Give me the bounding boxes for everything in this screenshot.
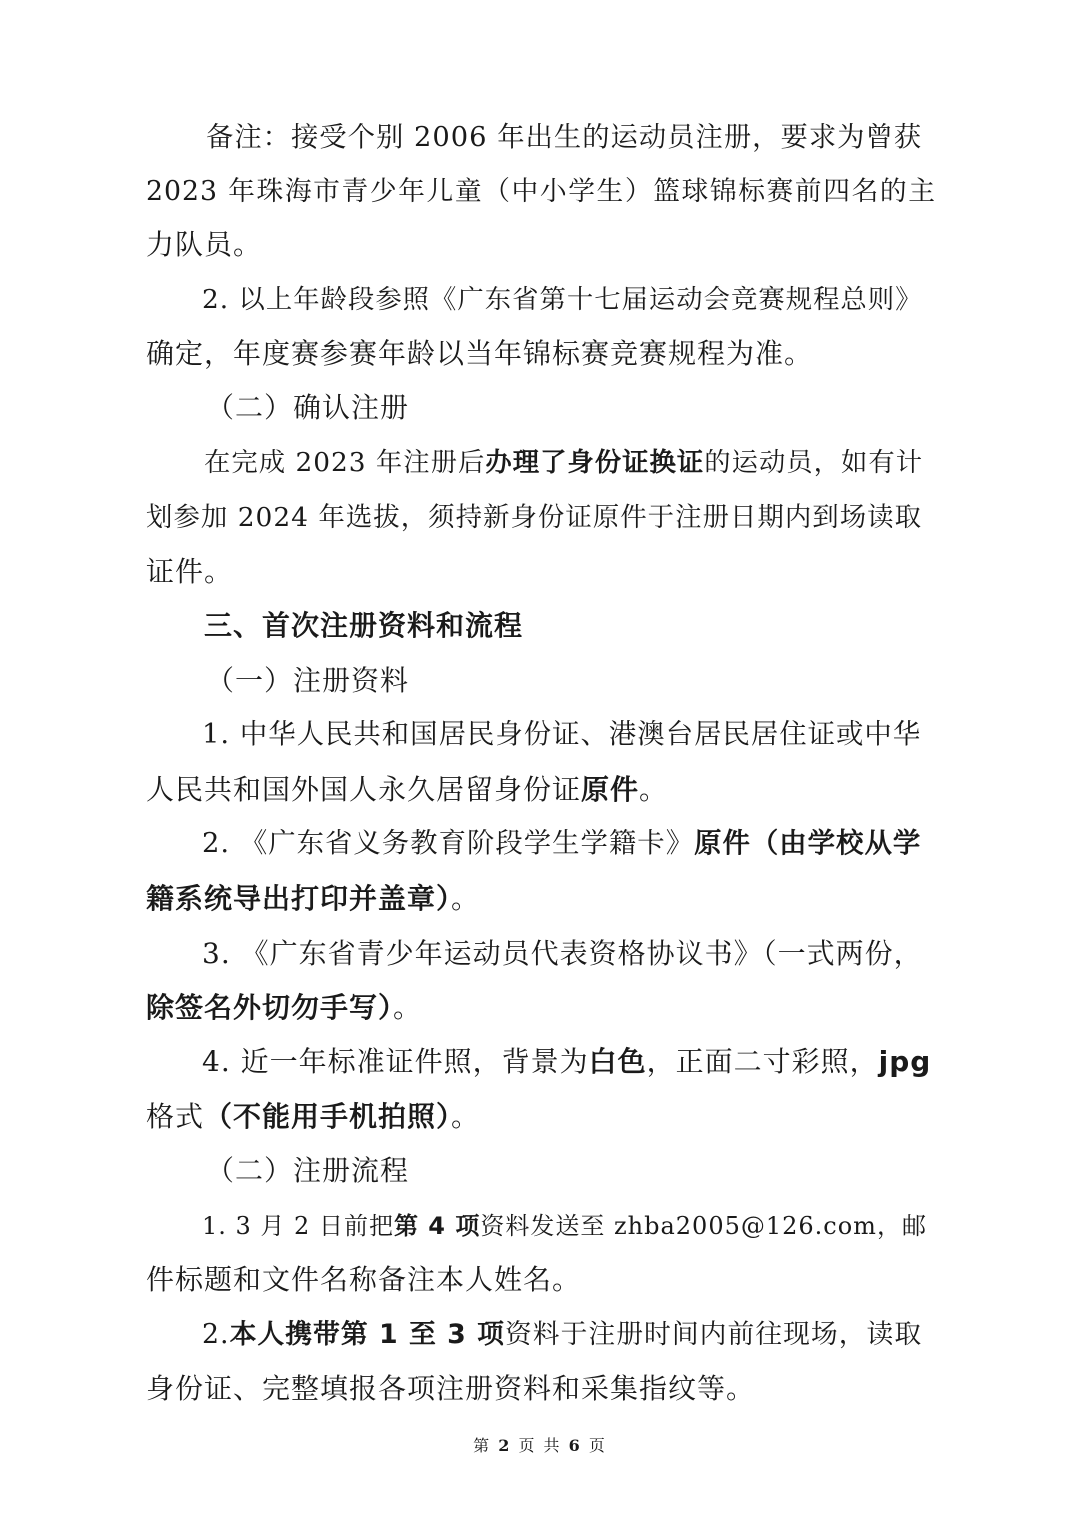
text-run: 人民共和国外国人永久居留身份证 [146, 773, 582, 806]
paragraph-line [146, 227, 936, 263]
text-run: 。 [393, 991, 423, 1024]
paragraph-line [146, 500, 936, 536]
text-run: 2023 年珠海市青少年儿童（中小学生）篮球锦标赛前四名的主 [146, 176, 936, 207]
text-run: 2. [202, 1319, 230, 1350]
section-subheading [206, 663, 936, 699]
paragraph-line [202, 1044, 936, 1080]
bold-text-run: 籍系统导出打印并盖章） [146, 882, 452, 915]
paragraph-line [202, 282, 936, 318]
text-run: 1. 中华人民共和国居民身份证、港澳台居民居住证或中华 [202, 719, 922, 750]
text-run: 备注：接受个别 2006 年出生的运动员注册，要求为曾获 [206, 122, 923, 153]
text-run: 。 [451, 882, 481, 915]
text-run: 力队员。 [146, 228, 263, 261]
text-run: 1. 3 月 2 日前把 [202, 1212, 394, 1240]
paragraph-line [202, 826, 936, 862]
text-run: 三、首次注册资料和流程 [204, 609, 524, 642]
paragraph-line [146, 1371, 936, 1407]
text-run: 确定，年度赛参赛年龄以当年锦标赛竞赛规程为准。 [146, 337, 814, 370]
text-run: 。 [639, 773, 669, 806]
paragraph-line [146, 336, 936, 372]
paragraph-line [146, 881, 936, 917]
section-heading [204, 608, 936, 644]
bold-text-run: （不能用手机拍照） [204, 1100, 452, 1133]
text-run: 4. 近一年标准证件照，背景为 [202, 1045, 589, 1078]
text-run: 3. 《广东省青少年运动员代表资格协议书》（一式两份， [202, 937, 923, 970]
footer-middle: 页 共 [518, 1436, 562, 1455]
paragraph-line [202, 936, 936, 972]
bold-text-run: 第 4 项 [393, 1212, 481, 1240]
bold-text-run: 白色 [588, 1045, 647, 1078]
paragraph-line [202, 1317, 936, 1353]
text-run: 格式 [146, 1100, 205, 1133]
total-page-count: 6 [568, 1436, 582, 1455]
text-run: 划参加 2024 年选拔，须持新身份证原件于注册日期内到场读取 [146, 502, 923, 533]
text-run: 。 [451, 1100, 481, 1133]
text-run: 在完成 2023 年注册后 [204, 448, 486, 478]
paragraph-line [146, 990, 936, 1026]
paragraph-line [202, 717, 936, 753]
bold-text-run: 原件 [581, 773, 640, 806]
paragraph-line [146, 554, 936, 590]
bold-text-run: 本人携带第 1 至 3 项 [229, 1319, 505, 1350]
page-footer [0, 1436, 1080, 1456]
paragraph-line [204, 445, 936, 481]
text-run: 身份证、完整填报各项注册资料和采集指纹等。 [146, 1372, 756, 1405]
text-run: ，正面二寸彩照， [646, 1045, 879, 1078]
text-run: 2. 《广东省义务教育阶段学生学籍卡》 [202, 828, 695, 859]
paragraph-line [146, 1262, 936, 1298]
paragraph-line [146, 174, 936, 210]
text-run: （一）注册资料 [206, 664, 410, 697]
footer-prefix: 第 [473, 1436, 492, 1455]
current-page-number: 2 [498, 1436, 512, 1455]
paragraph-line [206, 120, 936, 156]
text-run: 资料于注册时间内前往现场，读取 [504, 1319, 923, 1350]
text-run: 资料发送至 zhba2005@126.com，邮 [480, 1212, 927, 1240]
text-run: （二）注册流程 [206, 1154, 410, 1187]
text-run: 证件。 [146, 555, 234, 588]
paragraph-line [146, 772, 936, 808]
text-run: 的运动员，如有计 [704, 448, 924, 478]
bold-text-run: 除签名外切勿手写） [146, 991, 394, 1024]
bold-text-run: 办理了身份证换证 [485, 448, 705, 478]
section-subheading [206, 390, 936, 426]
bold-text-run: jpg [878, 1045, 932, 1078]
text-run: 件标题和文件名称备注本人姓名。 [146, 1263, 582, 1296]
section-subheading [206, 1153, 936, 1189]
paragraph-line [146, 1099, 936, 1135]
paragraph-line [202, 1208, 936, 1244]
text-run: （二）确认注册 [206, 391, 410, 424]
bold-text-run: 原件（由学校从学 [694, 828, 922, 859]
text-run: 2. 以上年龄段参照《广东省第十七届运动会竞赛规程总则》 [202, 285, 923, 315]
footer-suffix: 页 [588, 1436, 607, 1455]
